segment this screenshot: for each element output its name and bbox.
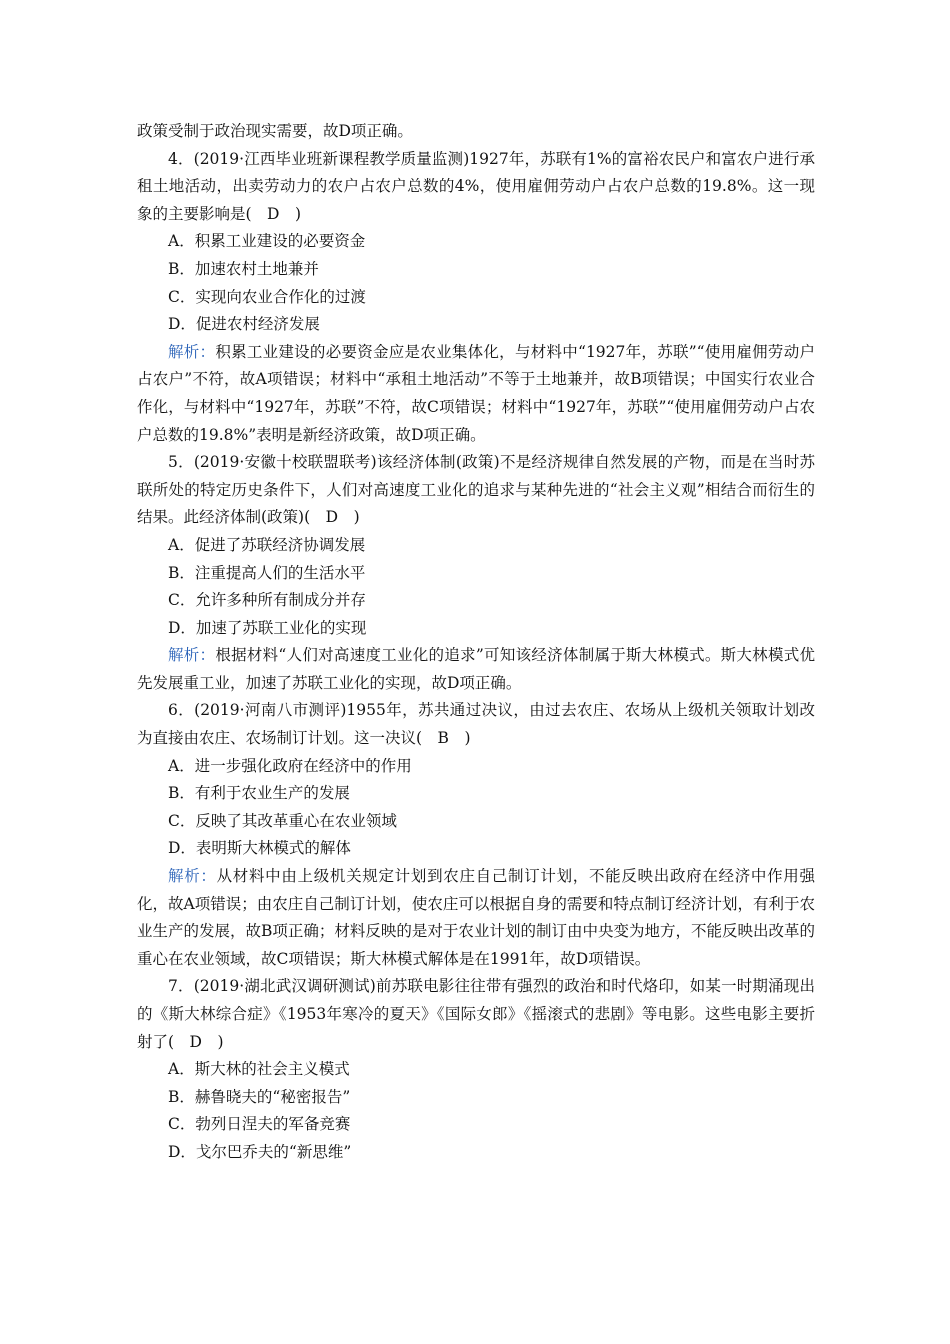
option-a: A．积累工业建设的必要资金 — [168, 232, 366, 251]
option-c: C．反映了其改革重心在农业领域 — [168, 811, 397, 830]
option-c: C．实现向农业合作化的过渡 — [168, 287, 366, 306]
option-b: B．有利于农业生产的发展 — [168, 784, 350, 803]
question-6 — [137, 697, 815, 973]
analysis-text: 根据材料“人们对高速度工业化的追求”可知该经济体制属于斯大林模式。斯大林模式优先发展重工业，加速了苏联工业化的实现，故D项正确。 — [137, 646, 815, 692]
option-d: D．表明斯大林模式的解体 — [168, 839, 351, 858]
question-stem: 5．(2019·安徽十校联盟联考)该经济体制(政策)不是经济规律自然发展的产物，而是在当时苏联所处的特定历史条件下，人们对高速度工业化的追求与某种先进的“社会主义观”相结合而衍生的结果。此经济体制(政策)( D ) — [137, 453, 815, 527]
question-stem: 4．(2019·江西毕业班新课程教学质量监测)1927年，苏联有1%的富裕农民户和富农户进行承租土地活动，出卖劳动力的农户占农户总数的4%，使用雇佣劳动户占农户总数的19.8%。这一现象的主要影响是( D ) — [137, 149, 815, 223]
analysis — [137, 642, 815, 697]
analysis-text: 积累工业建设的必要资金应是农业集体化，与材料中“1927年，苏联”“使用雇佣劳动户占农户”不符，故A项错误；材料中“承租土地活动”不等于土地兼并，故B项错误；中国实行农业合作化，与材料中“1927年，苏联”不符，故C项错误；材料中“1927年，苏联”“使用雇佣劳动户占农户总数的19.8%”表明是新经济政策，故D项正确。 — [137, 342, 815, 444]
option-a: A．斯大林的社会主义模式 — [168, 1060, 350, 1079]
option-b: B．赫鲁晓夫的“秘密报告” — [168, 1087, 351, 1106]
question-stem: 7．(2019·湖北武汉调研测试)前苏联电影往往带有强烈的政治和时代烙印，如某一时期涌现出的《斯大林综合症》《1953年寒冷的夏天》《国际女郎》《摇滚式的悲剧》等电影。这些电影主要折射了( D ) — [137, 977, 815, 1051]
analysis-text: 从材料中由上级机关规定计划到农庄自己制订计划，不能反映出政府在经济中作用强化，故A项错误；由农庄自己制订计划，使农庄可以根据自身的需要和特点制订经济计划，有利于农业生产的发展，故B项正确；材料反映的是对于农业计划的制订由中央变为地方，不能反映出改革的重心在农业领域，故C项错误；斯大林模式解体是在1991年，故D项错误。 — [137, 867, 815, 968]
analysis — [137, 339, 815, 449]
option-d: D．戈尔巴乔夫的“新思维” — [168, 1142, 352, 1161]
question-7 — [137, 973, 815, 1166]
analysis — [137, 863, 815, 973]
question-stem: 6．(2019·河南八市测评)1955年，苏共通过决议，由过去农庄、农场从上级机关领取计划改为直接由农庄、农场制订计划。这一决议( B ) — [137, 701, 815, 748]
document-page — [137, 118, 815, 1167]
option-b: B．加速农村土地兼并 — [168, 259, 319, 278]
option-d: D．促进农村经济发展 — [168, 315, 320, 334]
question-4 — [137, 146, 815, 450]
option-a: A．进一步强化政府在经济中的作用 — [168, 756, 412, 775]
analysis-label: 解析： — [168, 867, 217, 886]
intro-text: 政策受制于政治现实需要，故D项正确。 — [137, 122, 413, 140]
option-c: C．勃列日涅夫的军备竞赛 — [168, 1115, 351, 1134]
option-a: A．促进了苏联经济协调发展 — [168, 535, 366, 554]
analysis-label: 解析： — [168, 646, 216, 665]
analysis-label: 解析： — [168, 342, 216, 361]
option-d: D．加速了苏联工业化的实现 — [168, 618, 367, 637]
question-5 — [137, 449, 815, 697]
option-b: B．注重提高人们的生活水平 — [168, 563, 366, 582]
option-c: C．允许多种所有制成分并存 — [168, 591, 366, 610]
